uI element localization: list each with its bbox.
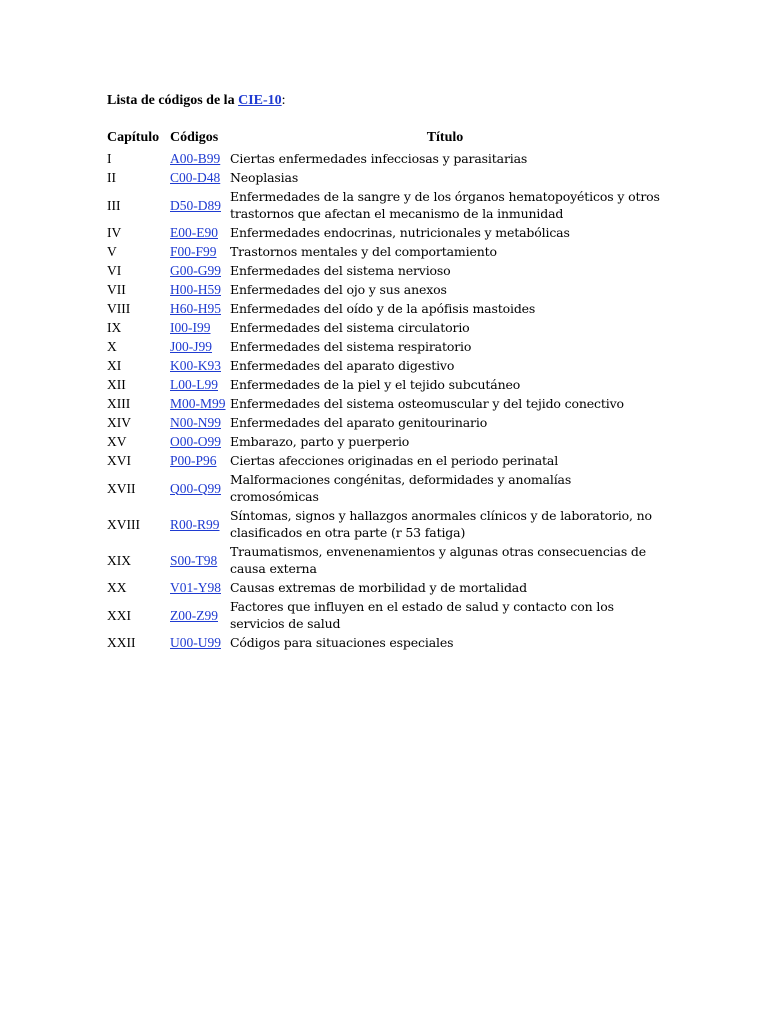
code-range-link[interactable]: Q00-Q99	[170, 480, 221, 496]
chapter-cell: XX	[107, 580, 127, 595]
title-cell: Trastornos mentales y del comportamiento	[230, 244, 497, 259]
title-cell: Códigos para situaciones especiales	[230, 635, 454, 650]
codes-cell	[168, 261, 228, 280]
title-cell: Enfermedades del oído y de la apófisis mastoides	[230, 301, 536, 316]
codes-cell	[168, 432, 228, 451]
codes-cell	[168, 280, 228, 299]
code-range-link[interactable]: O00-O99	[170, 434, 221, 449]
page-heading	[107, 92, 286, 110]
codes-cell	[168, 187, 228, 223]
code-range-link[interactable]: L00-L99	[170, 377, 218, 392]
codes-cell	[168, 451, 228, 470]
chapter-cell: VII	[107, 282, 126, 297]
table-row	[105, 375, 662, 394]
chapter-cell: XI	[107, 358, 122, 373]
codes-cell	[168, 578, 228, 597]
title-cell: Síntomas, signos y hallazgos anormales clínicos y de laboratorio, no clasificados en otra parte (r 53 fatiga)	[230, 508, 652, 540]
cie10-link[interactable]: CIE-10	[238, 93, 282, 108]
code-range-link[interactable]: S00-T98	[170, 552, 218, 568]
column-header-codes: Códigos	[170, 130, 219, 145]
title-cell: Enfermedades del aparato genitourinario	[230, 415, 488, 430]
title-cell: Traumatismos, envenenamientos y algunas otras consecuencias de causa externa	[230, 544, 647, 576]
code-range-link[interactable]: A00-B99	[170, 151, 221, 166]
title-cell: Enfermedades del sistema osteomuscular y del tejido conectivo	[230, 396, 624, 411]
table-row	[105, 542, 662, 578]
chapter-cell: XXII	[107, 635, 136, 650]
table-row	[105, 597, 662, 633]
chapter-cell: XXI	[107, 607, 131, 623]
heading-prefix: Lista de códigos de la	[107, 93, 239, 108]
chapter-cell: VIII	[107, 301, 131, 316]
chapter-cell: IV	[107, 225, 122, 240]
code-range-link[interactable]: J00-J99	[170, 339, 213, 354]
chapter-cell: XVII	[107, 480, 136, 496]
table-row	[105, 299, 662, 318]
codes-cell	[168, 506, 228, 542]
chapter-cell: II	[107, 170, 116, 185]
code-range-link[interactable]: P00-P96	[170, 453, 217, 468]
chapter-cell: V	[107, 244, 117, 259]
codes-cell	[168, 356, 228, 375]
code-range-link[interactable]: G00-G99	[170, 263, 221, 278]
chapter-cell: XVI	[107, 453, 131, 468]
title-cell: Malformaciones congénitas, deformidades y anomalías cromosómicas	[230, 472, 572, 504]
table-row	[105, 356, 662, 375]
codes-cell	[168, 168, 228, 187]
codes-cell	[168, 242, 228, 261]
codes-cell	[168, 470, 228, 506]
table-header-row	[105, 127, 662, 149]
chapter-cell: VI	[107, 263, 122, 278]
title-cell: Factores que influyen en el estado de salud y contacto con los servicios de salud	[230, 599, 614, 631]
codes-cell	[168, 542, 228, 578]
code-range-link[interactable]: V01-Y98	[170, 580, 221, 595]
title-cell: Enfermedades de la piel y el tejido subcutáneo	[230, 377, 521, 392]
table-body	[105, 149, 662, 652]
code-range-link[interactable]: H60-H95	[170, 301, 221, 316]
title-cell: Causas extremas de morbilidad y de mortalidad	[230, 580, 527, 595]
codes-cell	[168, 223, 228, 242]
table-row	[105, 451, 662, 470]
title-cell: Enfermedades del sistema respiratorio	[230, 339, 472, 354]
chapter-cell: XII	[107, 377, 126, 392]
title-cell: Enfermedades endocrinas, nutricionales y metabólicas	[230, 225, 570, 240]
chapter-cell: III	[107, 197, 121, 213]
chapter-cell: XIX	[107, 552, 131, 568]
code-range-link[interactable]: F00-F99	[170, 244, 217, 259]
title-cell: Ciertas enfermedades infecciosas y parasitarias	[230, 151, 528, 166]
code-range-link[interactable]: D50-D89	[170, 197, 221, 213]
table-row	[105, 337, 662, 356]
codes-cell	[168, 633, 228, 652]
code-range-link[interactable]: R00-R99	[170, 516, 220, 532]
codes-table	[105, 127, 662, 652]
code-range-link[interactable]: I00-I99	[170, 320, 211, 335]
code-range-link[interactable]: Z00-Z99	[170, 607, 218, 623]
title-cell: Enfermedades del sistema circulatorio	[230, 320, 470, 335]
chapter-cell: XIII	[107, 396, 131, 411]
codes-cell	[168, 299, 228, 318]
chapter-cell: XIV	[107, 415, 131, 430]
table-row	[105, 470, 662, 506]
codes-cell	[168, 413, 228, 432]
codes-cell	[168, 337, 228, 356]
title-cell: Embarazo, parto y puerperio	[230, 434, 410, 449]
column-header-title: Título	[426, 130, 464, 145]
heading-suffix: :	[281, 93, 286, 108]
codes-cell	[168, 597, 228, 633]
title-cell: Neoplasias	[230, 170, 299, 185]
codes-cell	[168, 375, 228, 394]
table-row	[105, 187, 662, 223]
table-row	[105, 506, 662, 542]
column-header-chapter: Capítulo	[107, 130, 160, 145]
title-cell: Enfermedades del aparato digestivo	[230, 358, 455, 373]
code-range-link[interactable]: N00-N99	[170, 415, 221, 430]
codes-cell	[168, 394, 228, 413]
code-range-link[interactable]: M00-M99	[170, 396, 226, 411]
code-range-link[interactable]: H00-H59	[170, 282, 221, 297]
chapter-cell: XVIII	[107, 516, 140, 532]
table-row	[105, 280, 662, 299]
table-row	[105, 261, 662, 280]
chapter-cell: XV	[107, 434, 127, 449]
title-cell: Ciertas afecciones originadas en el periodo perinatal	[230, 453, 559, 468]
codes-cell	[168, 149, 228, 168]
code-range-link[interactable]: K00-K93	[170, 358, 221, 373]
title-cell: Enfermedades de la sangre y de los órganos hematopoyéticos y otros trastornos que afectan el mecanismo de la inmunidad	[230, 189, 660, 221]
code-range-link[interactable]: C00-D48	[170, 170, 221, 185]
codes-cell	[168, 318, 228, 337]
table-row	[105, 242, 662, 261]
table-row	[105, 223, 662, 242]
title-cell: Enfermedades del sistema nervioso	[230, 263, 451, 278]
chapter-cell: X	[107, 339, 117, 354]
code-range-link[interactable]: U00-U99	[170, 635, 221, 650]
table-row	[105, 318, 662, 337]
table-row	[105, 633, 662, 652]
chapter-cell: I	[107, 151, 112, 166]
table-row	[105, 578, 662, 597]
table-row	[105, 432, 662, 451]
table-row	[105, 149, 662, 168]
table-row	[105, 168, 662, 187]
table-row	[105, 413, 662, 432]
chapter-cell: IX	[107, 320, 122, 335]
table-row	[105, 394, 662, 413]
code-range-link[interactable]: E00-E90	[170, 225, 218, 240]
title-cell: Enfermedades del ojo y sus anexos	[230, 282, 447, 297]
